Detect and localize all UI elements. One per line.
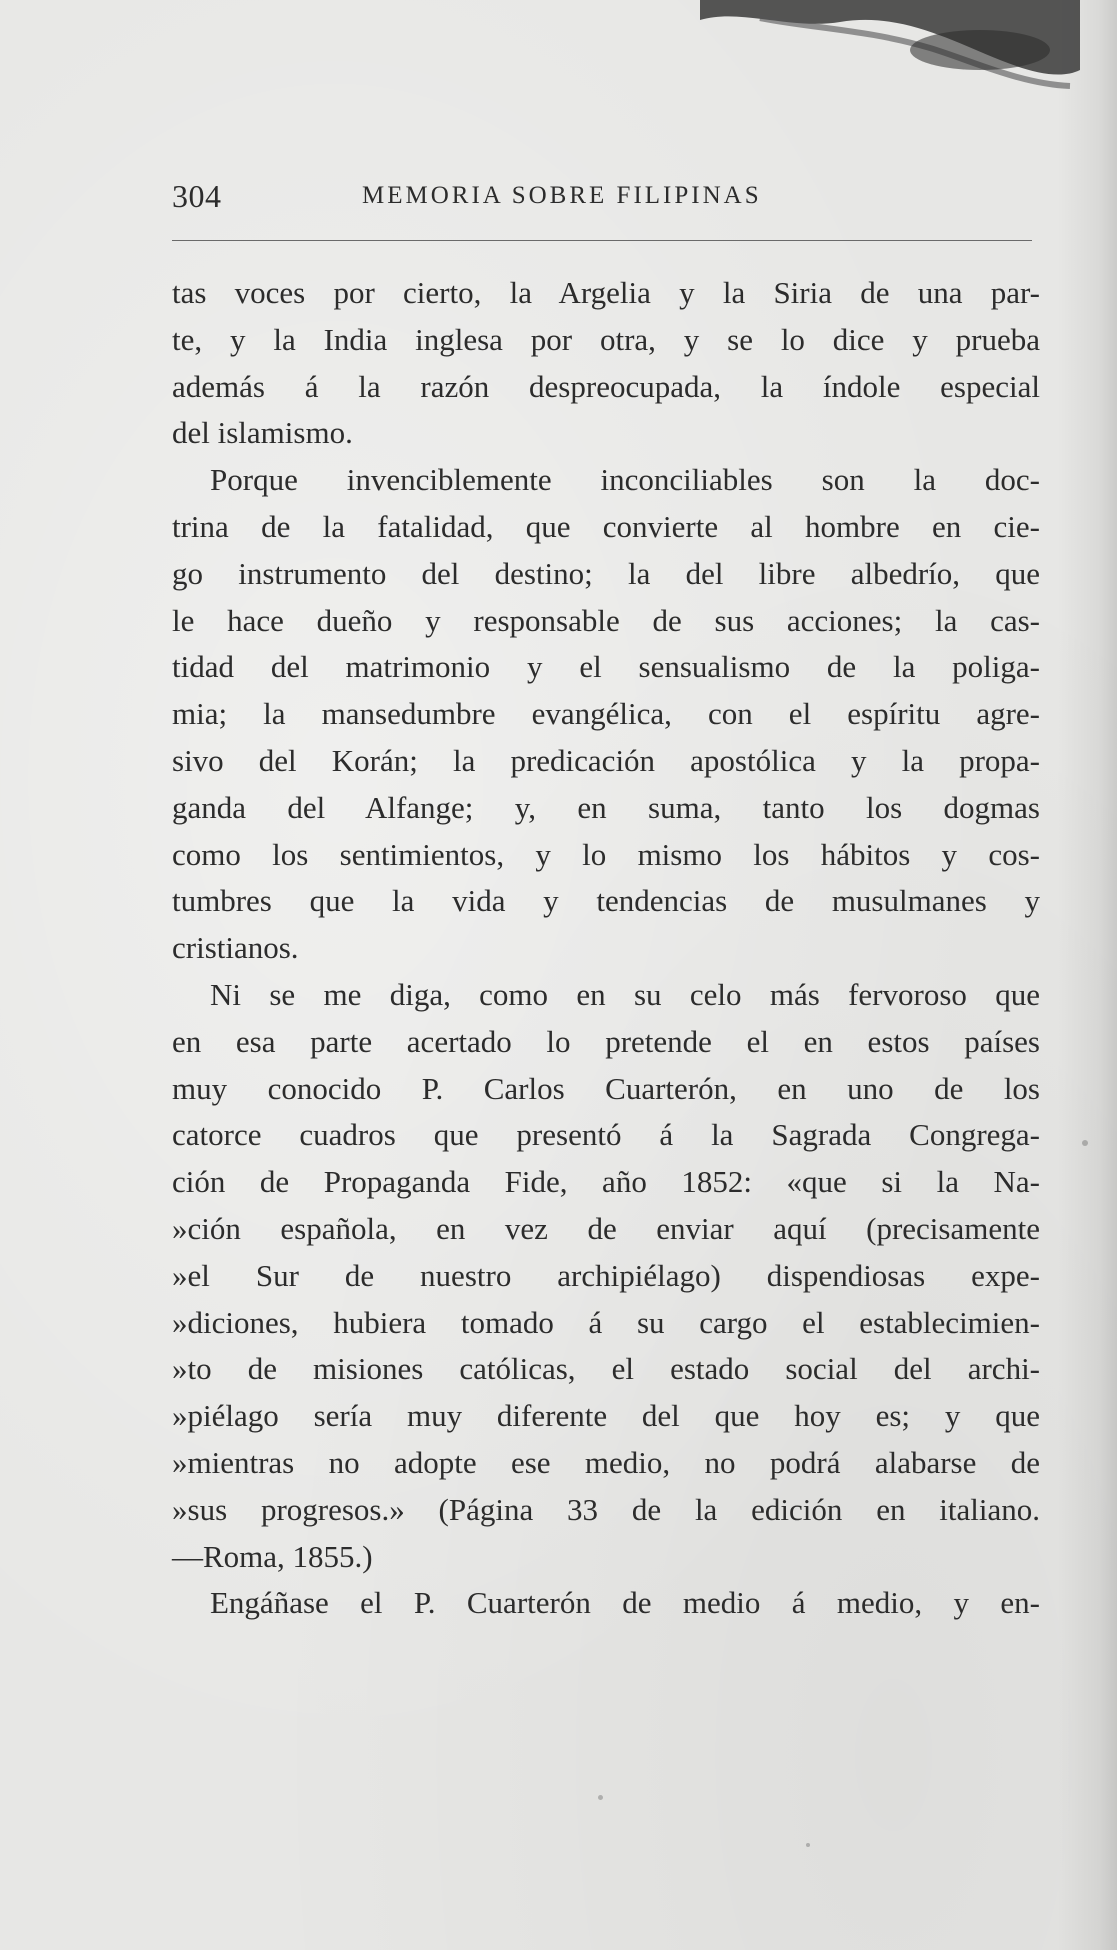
- text-line: Ni se me diga, como en su celo más fervoroso que: [210, 976, 1040, 1012]
- text-line: catorce cuadros que presentó á la Sagrada Congrega-: [172, 1117, 1040, 1153]
- text-line: además á la razón despreocupada, la índole especial: [172, 368, 1040, 404]
- text-line: »ción española, en vez de enviar aquí (precisamente: [172, 1210, 1040, 1246]
- text-line: Engáñase el P. Cuarterón de medio á medio, y en-: [210, 1585, 1040, 1621]
- body-text: [172, 270, 1040, 1627]
- text-line: »diciones, hubiera tomado á su cargo el establecimien-: [172, 1304, 1040, 1340]
- running-title: MEMORIA SOBRE FILIPINAS: [362, 182, 762, 209]
- text-line: go instrumento del destino; la del libre albedrío, que: [172, 555, 1040, 591]
- text-line: tumbres que la vida y tendencias de musulmanes y: [172, 883, 1040, 919]
- page-edge-shadow: [1057, 0, 1117, 1950]
- running-head: [172, 178, 1032, 218]
- text-line: ción de Propaganda Fide, año 1852: «que si la Na-: [172, 1164, 1040, 1200]
- header-rule: [172, 240, 1032, 241]
- text-line: —Roma, 1855.): [172, 1538, 373, 1574]
- text-line: te, y la India inglesa por otra, y se lo dice y prueba: [172, 321, 1040, 357]
- page-number: 304: [172, 178, 222, 214]
- text-line: tas voces por cierto, la Argelia y la Siria de una par-: [172, 275, 1040, 310]
- text-line: muy conocido P. Carlos Cuarterón, en uno de los: [172, 1070, 1040, 1106]
- text-line: le hace dueño y responsable de sus acciones; la cas-: [172, 602, 1040, 638]
- text-line: cristianos.: [172, 930, 299, 966]
- text-line: mia; la mansedumbre evangélica, con el espíritu agre-: [172, 696, 1040, 732]
- text-line: »el Sur de nuestro archipiélago) dispendiosas expe-: [172, 1257, 1040, 1293]
- text-line: tidad del matrimonio y el sensualismo de la poliga-: [172, 649, 1040, 685]
- text-line: »sus progresos.» (Página 33 de la edición en italiano.: [172, 1491, 1040, 1527]
- text-line: trina de la fatalidad, que convierte al hombre en cie-: [172, 508, 1040, 544]
- paper-speck: [806, 1843, 810, 1847]
- text-line: sivo del Korán; la predicación apostólica y la propa-: [172, 742, 1040, 778]
- text-line: en esa parte acertado lo pretende el en estos países: [172, 1023, 1040, 1059]
- text-line: »piélago sería muy diferente del que hoy es; y que: [172, 1398, 1040, 1434]
- paper-speck: [1082, 1140, 1088, 1146]
- text-line: del islamismo.: [172, 415, 353, 451]
- ink-stain: [700, 0, 1080, 90]
- text-line: ganda del Alfange; y, en suma, tanto los dogmas: [172, 789, 1040, 825]
- paper-speck: [598, 1795, 603, 1800]
- text-line: Porque invenciblemente inconciliables son la doc-: [210, 462, 1040, 498]
- text-line: »mientras no adopte ese medio, no podrá alabarse de: [172, 1444, 1040, 1480]
- text-line: »to de misiones católicas, el estado social del archi-: [172, 1351, 1040, 1387]
- text-line: como los sentimientos, y lo mismo los hábitos y cos-: [172, 836, 1040, 872]
